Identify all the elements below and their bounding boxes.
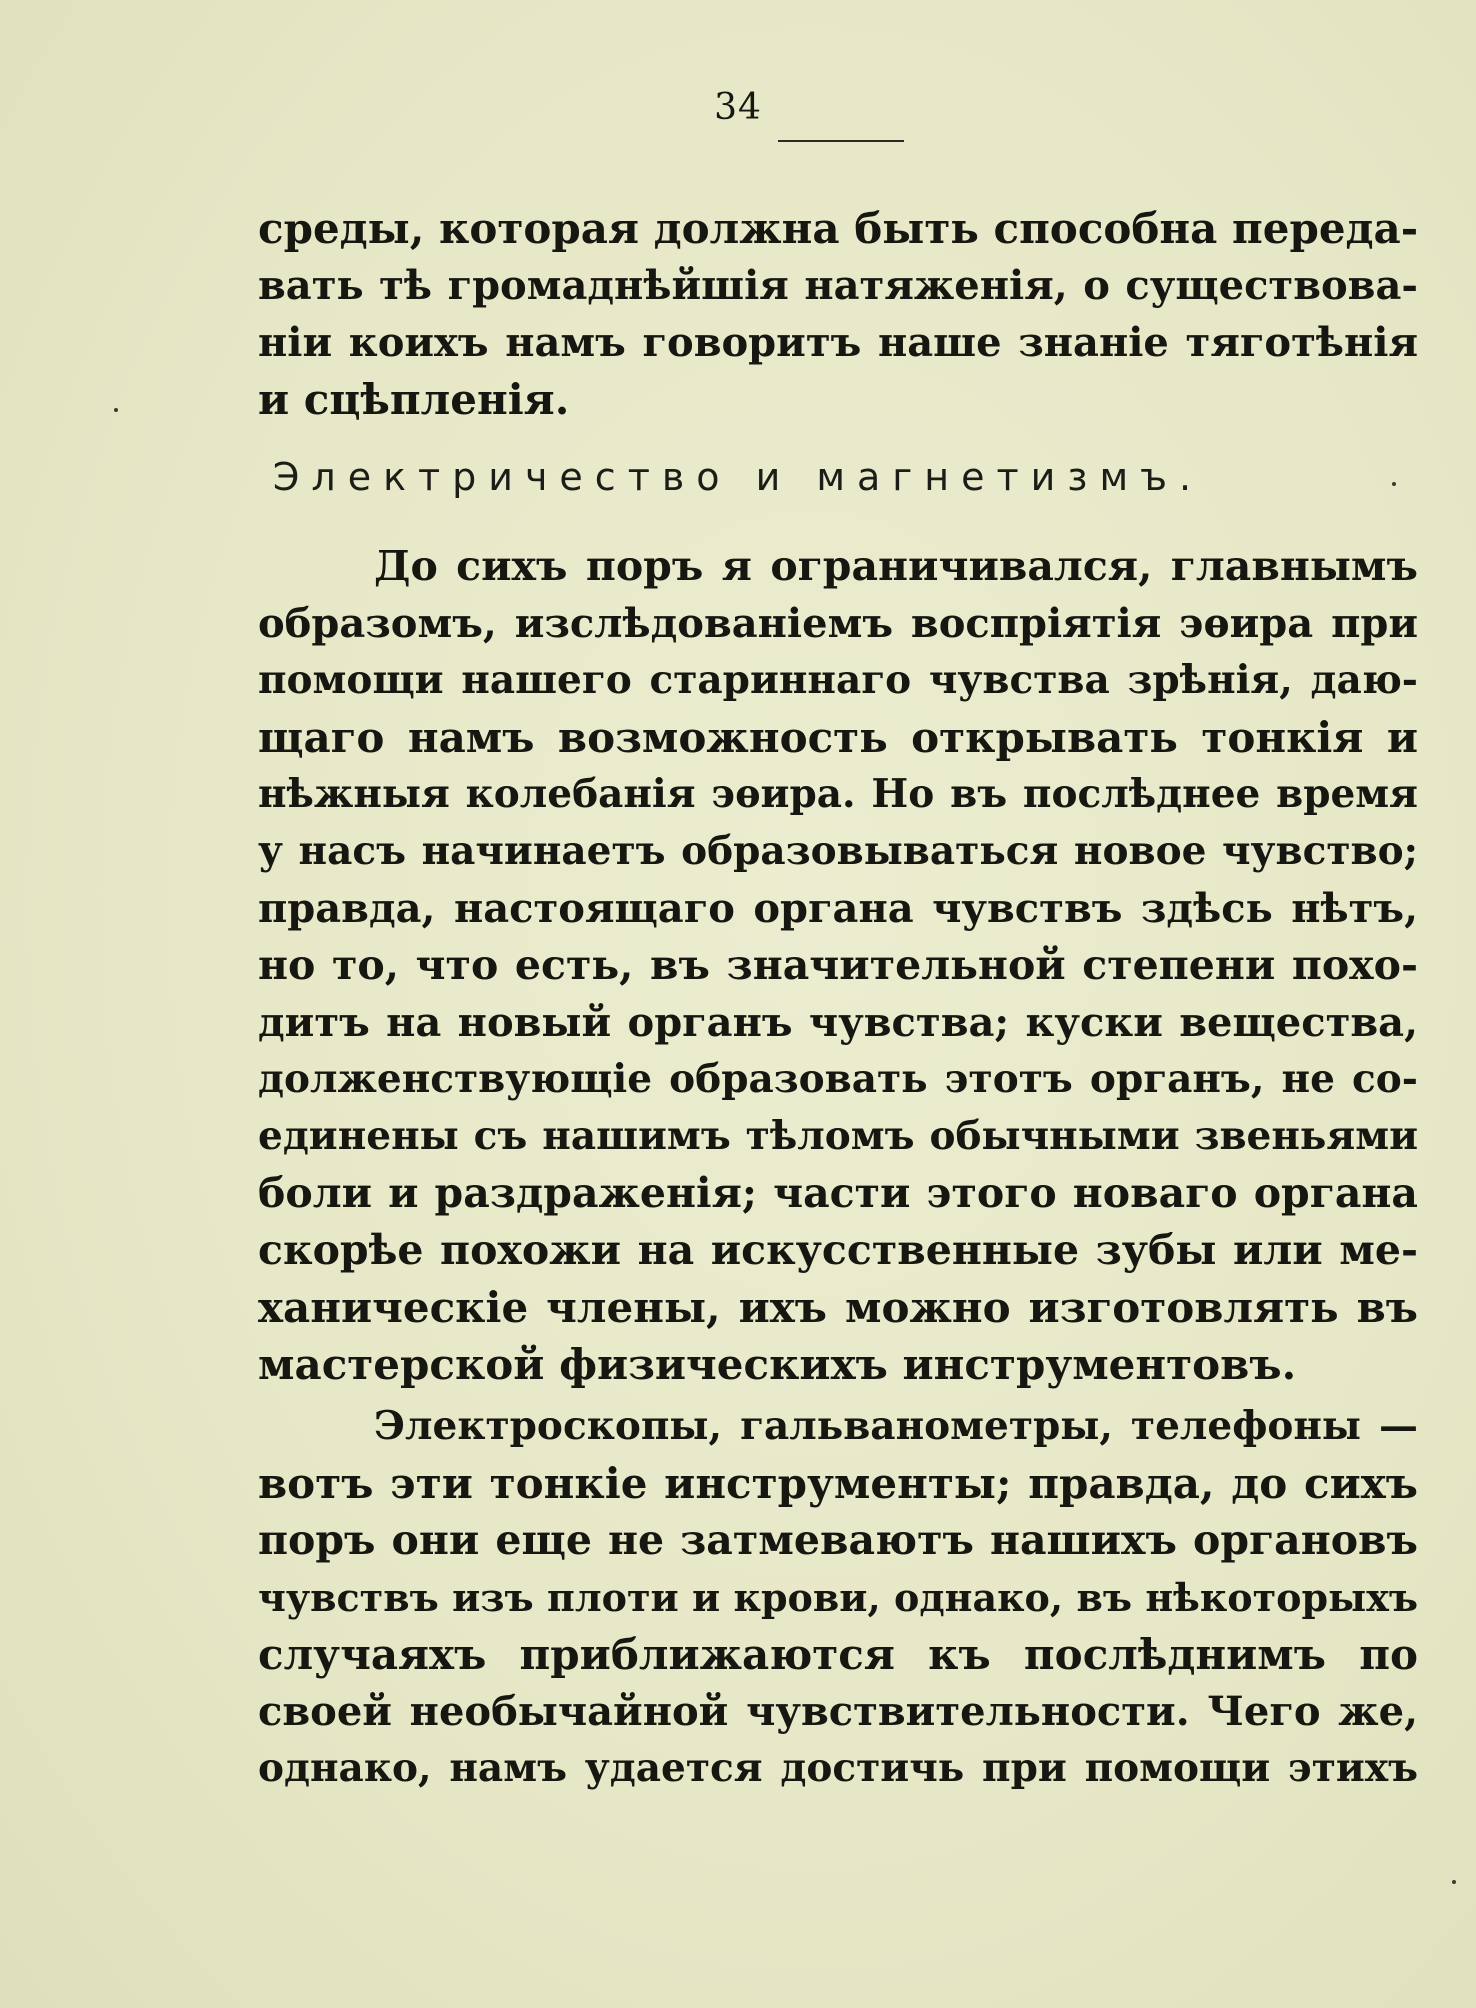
text-line: дитъ на новый органъ чувства; куски вещества,: [258, 999, 1418, 1046]
text-line: образомъ, изслѣдованіемъ воспріятія эѳира при: [258, 600, 1418, 647]
paper-speck: [1392, 482, 1396, 486]
text-line: правда, настоящаго органа чувствъ здѣсь нѣтъ,: [258, 885, 1418, 932]
text-line: своей необычайной чувствительности. Чего же,: [258, 1688, 1418, 1735]
section-heading: Электричество и магнетизмъ.: [272, 455, 1204, 499]
text-line: мастерской физическихъ инструментовъ.: [258, 1340, 1297, 1389]
text-line: но то, что есть, въ значительной степени похо-: [258, 941, 1418, 989]
text-line: ніи коихъ намъ говоритъ наше знаніе тяготѣнія: [258, 319, 1418, 366]
text-line: долженствующіе образовать этотъ органъ, не со-: [258, 1056, 1418, 1102]
text-line: боли и раздраженія; части этого новаго органа: [258, 1169, 1418, 1217]
intro-paragraph: [258, 200, 1418, 428]
page-number-underline: [778, 140, 904, 142]
text-line: скорѣе похожи на искусственные зубы или ме-: [258, 1226, 1418, 1274]
text-line: чувствъ изъ плоти и крови, однако, въ нѣкоторыхъ: [258, 1575, 1418, 1620]
paper-speck: [1452, 1880, 1456, 1884]
text-line: среды, которая должна быть способна переда-: [258, 204, 1418, 253]
paragraph-1: [258, 538, 1418, 1393]
page-number: 34: [714, 87, 762, 128]
text-line: нѣжныя колебанія эѳира. Но въ послѣднее время: [258, 771, 1418, 817]
text-line: поръ они еще не затмеваютъ нашихъ органовъ: [258, 1516, 1418, 1564]
paper-speck: [114, 408, 118, 412]
paragraph-2: [258, 1398, 1418, 1797]
text-line: однако, намъ удается достичь при помощи этихъ: [258, 1745, 1418, 1791]
text-line: случаяхъ приближаются къ послѣднимъ по: [258, 1630, 1418, 1679]
text-line: Электроскопы, гальванометры, телефоны —: [374, 1403, 1418, 1449]
text-line: у насъ начинаетъ образовываться новое чувство;: [258, 828, 1418, 874]
text-line: ханическіе члены, ихъ можно изготовлять въ: [258, 1283, 1418, 1332]
text-line: помощи нашего стариннаго чувства зрѣнія, даю-: [258, 657, 1418, 703]
text-line: единены съ нашимъ тѣломъ обычными звеньями: [258, 1113, 1418, 1159]
text-line: До сихъ поръ я ограничивался, главнымъ: [374, 542, 1418, 590]
text-line: и сцѣпленія.: [258, 375, 570, 424]
text-line: вать тѣ громаднѣйшія натяженія, о существова-: [258, 262, 1418, 309]
text-line: щаго намъ возможность открывать тонкія и: [258, 713, 1418, 762]
text-line: вотъ эти тонкіе инструменты; правда, до сихъ: [258, 1459, 1418, 1508]
